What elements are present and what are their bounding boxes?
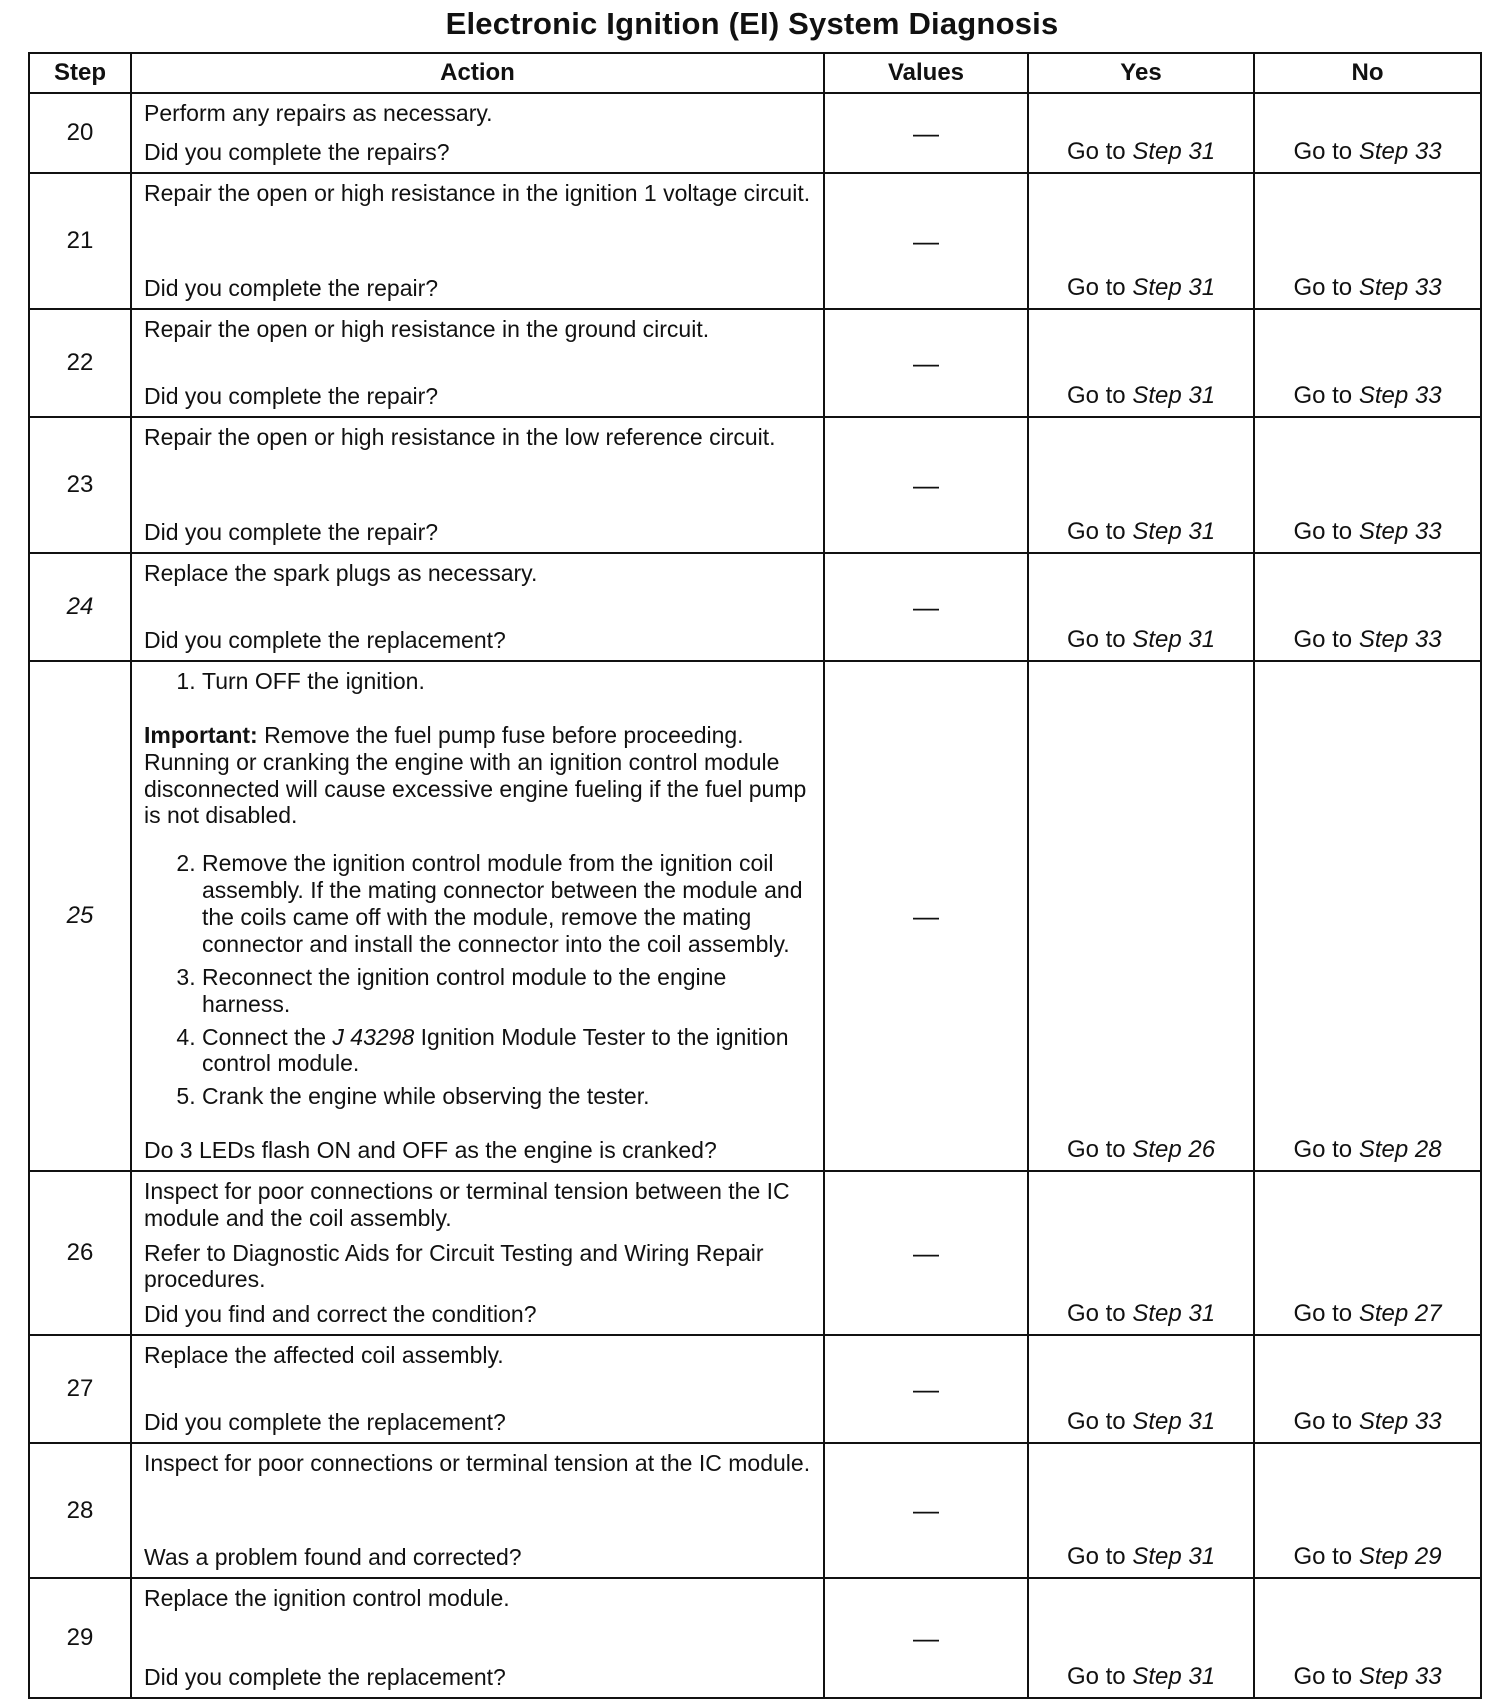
procedure-list-continued [144, 850, 813, 1116]
go-to-label: Go to [1293, 1663, 1359, 1690]
step-number: 23 [29, 417, 131, 553]
action-text: Repair the open or high resistance in the ignition 1 voltage circuit. [144, 180, 811, 206]
no-step-link[interactable]: Step 33 [1358, 626, 1442, 653]
header-values: Values [824, 53, 1028, 93]
value-cell: — [824, 93, 1028, 173]
action-question: Did you find and correct the condition? [144, 1301, 537, 1328]
value-cell: — [824, 1578, 1028, 1698]
page-title: Electronic Ignition (EI) System Diagnosis [445, 6, 1059, 41]
go-to-label: Go to [1293, 138, 1359, 165]
no-step-link[interactable]: Step 33 [1358, 1663, 1442, 1690]
important-label: Important: [144, 721, 258, 748]
yes-step-link[interactable]: Step 31 [1132, 626, 1216, 653]
header-action: Action [131, 53, 824, 93]
yes-cell [1028, 553, 1254, 661]
no-step-link[interactable]: Step 33 [1358, 274, 1442, 301]
action-question: Did you complete the replacement? [144, 627, 506, 654]
action-text: Repair the open or high resistance in the low reference circuit. [144, 424, 776, 450]
no-step-link[interactable]: Step 29 [1358, 1543, 1442, 1570]
header-step: Step [29, 53, 131, 93]
yes-step-link[interactable]: Step 31 [1132, 1408, 1216, 1435]
yes-cell [1028, 173, 1254, 309]
list-item: 2. Remove the ignition control module from the ignition coil assembly. If the mating connector between the module and the coils came off with the module, remove the mating connector and install the connector into the coil assembly. [202, 850, 813, 958]
go-to-label: Go to [1066, 626, 1133, 653]
list-item: 3. Reconnect the ignition control module to the engine harness. [202, 964, 813, 1018]
table-row [29, 1335, 1481, 1443]
yes-step-link[interactable]: Step 31 [1132, 1300, 1216, 1327]
go-to-label: Go to [1066, 1408, 1133, 1435]
action-text: Replace the spark plugs as necessary. [144, 560, 538, 586]
yes-step-link[interactable]: Step 31 [1132, 274, 1216, 301]
list-item: 1. Turn OFF the ignition. [202, 668, 813, 695]
header-row [29, 53, 1481, 93]
step-number: 22 [29, 309, 131, 417]
go-to-label: Go to [1293, 274, 1359, 301]
list-item-text: Ignition Module Tester to the ignition control module. [202, 1023, 789, 1077]
step-number: 20 [29, 93, 131, 173]
no-step-link[interactable]: Step 27 [1358, 1300, 1442, 1327]
table-row [29, 173, 1481, 309]
yes-cell [1028, 417, 1254, 553]
no-cell [1254, 1171, 1481, 1335]
step-number: 28 [29, 1443, 131, 1578]
yes-cell [1028, 1578, 1254, 1698]
yes-cell [1028, 1443, 1254, 1578]
step-number: 21 [29, 173, 131, 309]
action-question: Did you complete the repairs? [144, 139, 450, 166]
yes-cell [1028, 309, 1254, 417]
list-item-text: Connect the [202, 1023, 333, 1050]
action-cell [131, 553, 824, 661]
action-question: Did you complete the replacement? [144, 1664, 506, 1691]
action-cell [131, 661, 824, 1171]
table-row [29, 661, 1481, 1171]
action-question: Did you complete the repair? [144, 383, 439, 410]
action-question: Did you complete the repair? [144, 275, 439, 302]
value-cell: — [824, 1171, 1028, 1335]
action-cell [131, 93, 824, 173]
step-number: 29 [29, 1578, 131, 1698]
important-text: Remove the fuel pump fuse before proceeding. Running or cranking the engine with an ignition control module disconnected will cause excessive engine fueling if the fuel pump is not disabled. [144, 721, 807, 829]
value-cell: — [824, 1443, 1028, 1578]
action-cell [131, 173, 824, 309]
yes-step-link[interactable]: Step 31 [1132, 138, 1216, 165]
action-question: Did you complete the replacement? [144, 1409, 506, 1436]
no-step-link[interactable]: Step 33 [1358, 1408, 1442, 1435]
go-to-label: Go to [1066, 382, 1133, 409]
no-cell [1254, 1443, 1481, 1578]
yes-step-link[interactable]: Step 31 [1132, 1543, 1216, 1570]
action-cell [131, 1335, 824, 1443]
no-cell [1254, 173, 1481, 309]
go-to-label: Go to [1293, 1543, 1359, 1570]
action-cell [131, 1171, 824, 1335]
action-text: Inspect for poor connections or terminal tension between the IC module and the coil assembly. [144, 1178, 790, 1231]
value-cell: — [824, 309, 1028, 417]
table-row [29, 1443, 1481, 1578]
go-to-label: Go to [1066, 138, 1133, 165]
value-cell: — [824, 1335, 1028, 1443]
yes-cell [1028, 1171, 1254, 1335]
no-cell [1254, 93, 1481, 173]
value-cell: — [824, 553, 1028, 661]
yes-step-link[interactable]: Step 31 [1132, 382, 1216, 409]
step-number: 25 [29, 661, 131, 1171]
no-cell [1254, 1578, 1481, 1698]
yes-step-link[interactable]: Step 31 [1132, 1663, 1216, 1690]
list-item [202, 1024, 813, 1078]
no-step-link[interactable]: Step 33 [1358, 518, 1442, 545]
action-cell [131, 309, 824, 417]
table-row [29, 553, 1481, 661]
yes-cell [1028, 661, 1254, 1171]
go-to-label: Go to [1066, 1663, 1133, 1690]
table-row [29, 309, 1481, 417]
value-cell: — [824, 661, 1028, 1171]
go-to-label: Go to [1293, 1136, 1359, 1163]
go-to-label: Go to [1293, 626, 1359, 653]
table-row [29, 1171, 1481, 1335]
no-cell [1254, 417, 1481, 553]
go-to-label: Go to [1066, 1300, 1133, 1327]
table-row [29, 93, 1481, 173]
step-number: 27 [29, 1335, 131, 1443]
action-text: Repair the open or high resistance in the ground circuit. [144, 316, 710, 342]
action-cell [131, 417, 824, 553]
action-cell [131, 1443, 824, 1578]
no-cell [1254, 553, 1481, 661]
step-number: 26 [29, 1171, 131, 1335]
action-text: Inspect for poor connections or terminal tension at the IC module. [144, 1450, 811, 1476]
go-to-label: Go to [1066, 518, 1133, 545]
list-item: 5. Crank the engine while observing the tester. [202, 1083, 813, 1110]
tool-number: J 43298 [332, 1023, 415, 1050]
yes-step-link[interactable]: Step 26 [1132, 1136, 1216, 1163]
action-cell [131, 1578, 824, 1698]
yes-step-link[interactable]: Step 31 [1132, 518, 1216, 545]
header-no: No [1254, 53, 1481, 93]
action-text: Replace the affected coil assembly. [144, 1342, 504, 1368]
step-number: 24 [29, 553, 131, 661]
action-text: Replace the ignition control module. [144, 1585, 510, 1611]
go-to-label: Go to [1066, 274, 1133, 301]
no-step-link[interactable]: Step 33 [1358, 382, 1442, 409]
diagnosis-table [28, 52, 1482, 1699]
procedure-list [144, 668, 813, 701]
go-to-label: Go to [1066, 1543, 1133, 1570]
table-row [29, 1578, 1481, 1698]
action-question: Did you complete the repair? [144, 519, 439, 546]
no-cell [1254, 1335, 1481, 1443]
action-note: Refer to Diagnostic Aids for Circuit Testing and Wiring Repair procedures. [144, 1239, 764, 1293]
action-question: Do 3 LEDs flash ON and OFF as the engine is cranked? [144, 1137, 717, 1164]
yes-cell [1028, 93, 1254, 173]
action-text: Perform any repairs as necessary. [144, 100, 493, 126]
no-step-link[interactable]: Step 33 [1358, 138, 1442, 165]
go-to-label: Go to [1066, 1136, 1133, 1163]
go-to-label: Go to [1293, 1300, 1359, 1327]
no-cell [1254, 309, 1481, 417]
go-to-label: Go to [1293, 518, 1359, 545]
yes-cell [1028, 1335, 1254, 1443]
important-note [144, 722, 813, 830]
no-step-link[interactable]: Step 28 [1358, 1136, 1442, 1163]
table-row [29, 417, 1481, 553]
go-to-label: Go to [1293, 1408, 1359, 1435]
action-question: Was a problem found and corrected? [144, 1544, 522, 1571]
value-cell: — [824, 417, 1028, 553]
go-to-label: Go to [1293, 382, 1359, 409]
no-cell [1254, 661, 1481, 1171]
value-cell: — [824, 173, 1028, 309]
header-yes: Yes [1028, 53, 1254, 93]
